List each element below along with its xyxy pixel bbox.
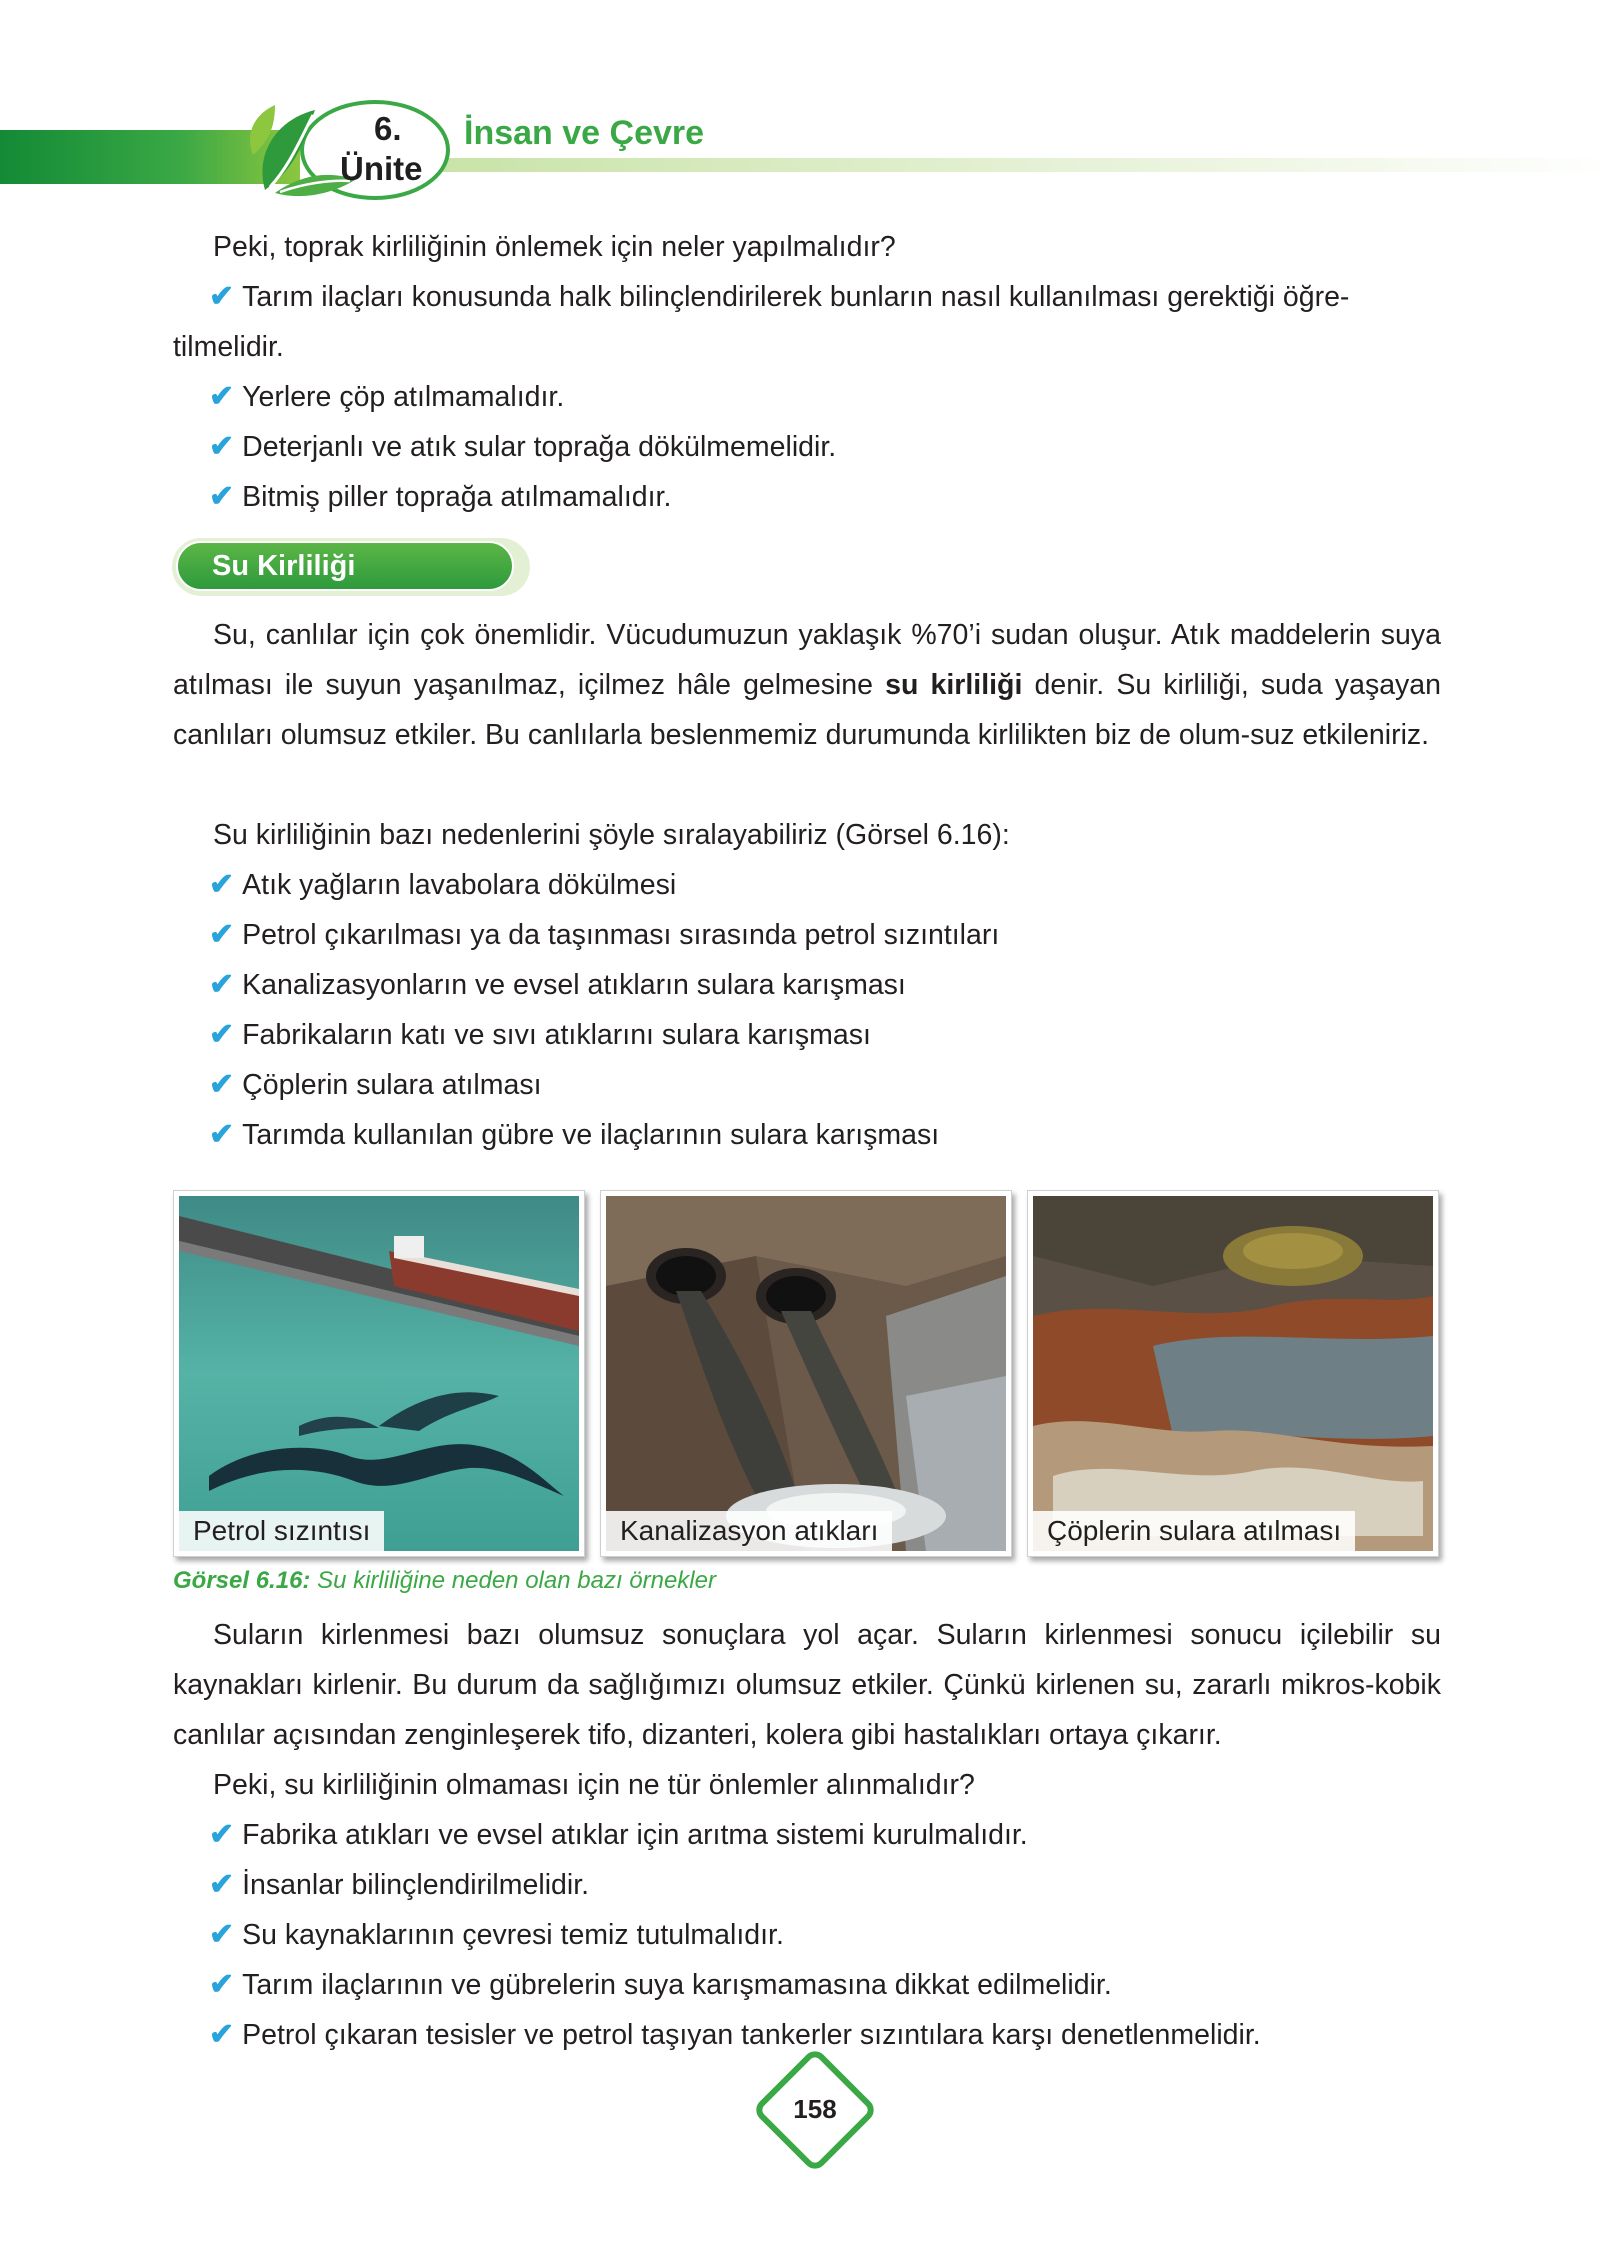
check-icon: ✔ [209,480,235,513]
unit-title: İnsan ve Çevre [464,114,705,152]
photo-caption: Kanalizasyon atıkları [606,1511,892,1551]
list-item-text: İnsanlar bilinçlendirilmelidir. [242,1869,590,1901]
check-icon: ✔ [209,1968,235,2001]
check-icon: ✔ [209,1918,235,1951]
list-item-text: Petrol çıkaran tesisler ve petrol taşıyan tankerler sızıntılara karşı denetlenmelidir. [242,2019,1261,2051]
list-item-text: Çöplerin sulara atılması [242,1069,542,1101]
sewage-image [606,1196,1006,1551]
photo-garbage-water [1027,1190,1439,1557]
list-item [209,272,1349,322]
list-item [209,1910,784,1960]
check-icon: ✔ [209,918,235,951]
photo-oil-spill [173,1190,585,1557]
list-item-text: Kanalizasyonların ve evsel atıkların sulara karışması [242,969,906,1001]
photo-caption: Petrol sızıntısı [179,1511,384,1551]
list-item [209,1010,871,1060]
list-item [209,1110,939,1160]
header-rule [440,158,1615,172]
check-icon: ✔ [209,968,235,1001]
list-item [209,960,906,1010]
list-item-text: Fabrikaların katı ve sıvı atıklarını sulara karışması [242,1019,871,1051]
list-item-text: Tarım ilaçları konusunda halk bilinçlendirilerek bunların nasıl kullanılması gerektiği öğre- [242,281,1350,313]
check-icon: ✔ [209,280,235,313]
section-title: Su Kirliliği [212,550,356,582]
paragraph-text: Suların kirlenmesi bazı olumsuz sonuçlara yol açar. Suların kirlenmesi sonucu içilebilir su kaynakları kirlenir. Bu durum da sağlığımızı olumsuz etkiler. Çünkü kirlenen su, zararlı mikros-kobik canlılar açısından zenginleşerek tifo, dizanteri, kolera gibi hastalıkları ortaya çıkarır. [173,1619,1441,1751]
list-item-text: Bitmiş piller toprağa atılmamalıdır. [242,481,672,513]
list-item-text: Petrol çıkarılması ya da taşınması sırasında petrol sızıntıları [242,919,1000,951]
check-icon: ✔ [209,1018,235,1051]
effects-paragraph [173,1610,1441,1760]
key-term: su kirliliği [885,669,1023,701]
list-item-continuation: tilmelidir. [173,331,284,363]
list-item [209,1810,1028,1860]
list-item-text: Fabrika atıkları ve evsel atıklar için arıtma sistemi kurulmalıdır. [242,1819,1028,1851]
check-icon: ✔ [209,1068,235,1101]
check-icon: ✔ [209,1868,235,1901]
check-icon: ✔ [209,868,235,901]
list-item-text: Yerlere çöp atılmamalıdır. [242,381,565,413]
soil-question: Peki, toprak kirliliğinin önlemek için neler yapılmalıdır? [213,231,896,263]
page-number: 158 [793,2094,837,2124]
figure-label: Görsel 6.16: [173,1567,311,1594]
list-item [209,1960,1112,2010]
list-item [209,1860,589,1910]
causes-intro: Su kirliliğinin bazı nedenlerini şöyle sıralayabiliriz (Görsel 6.16): [213,819,1010,851]
check-icon: ✔ [209,430,235,463]
photo-sewage [600,1190,1012,1557]
figure-caption [173,1567,716,1595]
measures-question: Peki, su kirliliğinin olmaması için ne tür önlemler alınmalıdır? [213,1769,975,1801]
garbage-water-image [1033,1196,1433,1551]
photo-caption: Çöplerin sulara atılması [1033,1511,1355,1551]
oil-spill-image [179,1196,579,1551]
list-item [209,2010,1261,2060]
list-item-text: Su kaynaklarının çevresi temiz tutulmalıdır. [242,1919,784,1951]
list-item [209,1060,542,1110]
check-icon: ✔ [209,1118,235,1151]
unit-number: 6. [374,110,402,147]
paragraph-text: denir. Su kirliliği, suda yaşayan canlıları olumsuz etkiler. Bu canlılarla beslenmemiz durumunda kirlilikten biz de olum-suz etkileniriz. [173,669,1442,751]
list-item-text: Tarımda kullanılan gübre ve ilaçlarının sulara karışması [242,1119,940,1151]
list-item [209,422,836,472]
figure-caption-text: Su kirliliğine neden olan bazı örnekler [310,1567,716,1594]
list-item [209,860,676,910]
check-icon: ✔ [209,380,235,413]
list-item-text: Atık yağların lavabolara dökülmesi [242,869,677,901]
unit-label: Ünite [340,150,423,187]
check-icon: ✔ [209,2018,235,2051]
list-item [209,372,564,422]
list-item-text: Tarım ilaçlarının ve gübrelerin suya karışmamasına dikkat edilmelidir. [242,1969,1112,2001]
check-icon: ✔ [209,1818,235,1851]
intro-paragraph [173,610,1441,760]
list-item [209,910,999,960]
paragraph-text: Su, canlılar için çok önemlidir. Vücudumuzun yaklaşık %70’i sudan oluşur. Atık maddelerin suya atılması ile suyun yaşanılmaz, içilmez hâle gelmesine [173,619,1441,701]
list-item [209,472,671,522]
list-item-text: Deterjanlı ve atık sular toprağa dökülmemelidir. [242,431,837,463]
